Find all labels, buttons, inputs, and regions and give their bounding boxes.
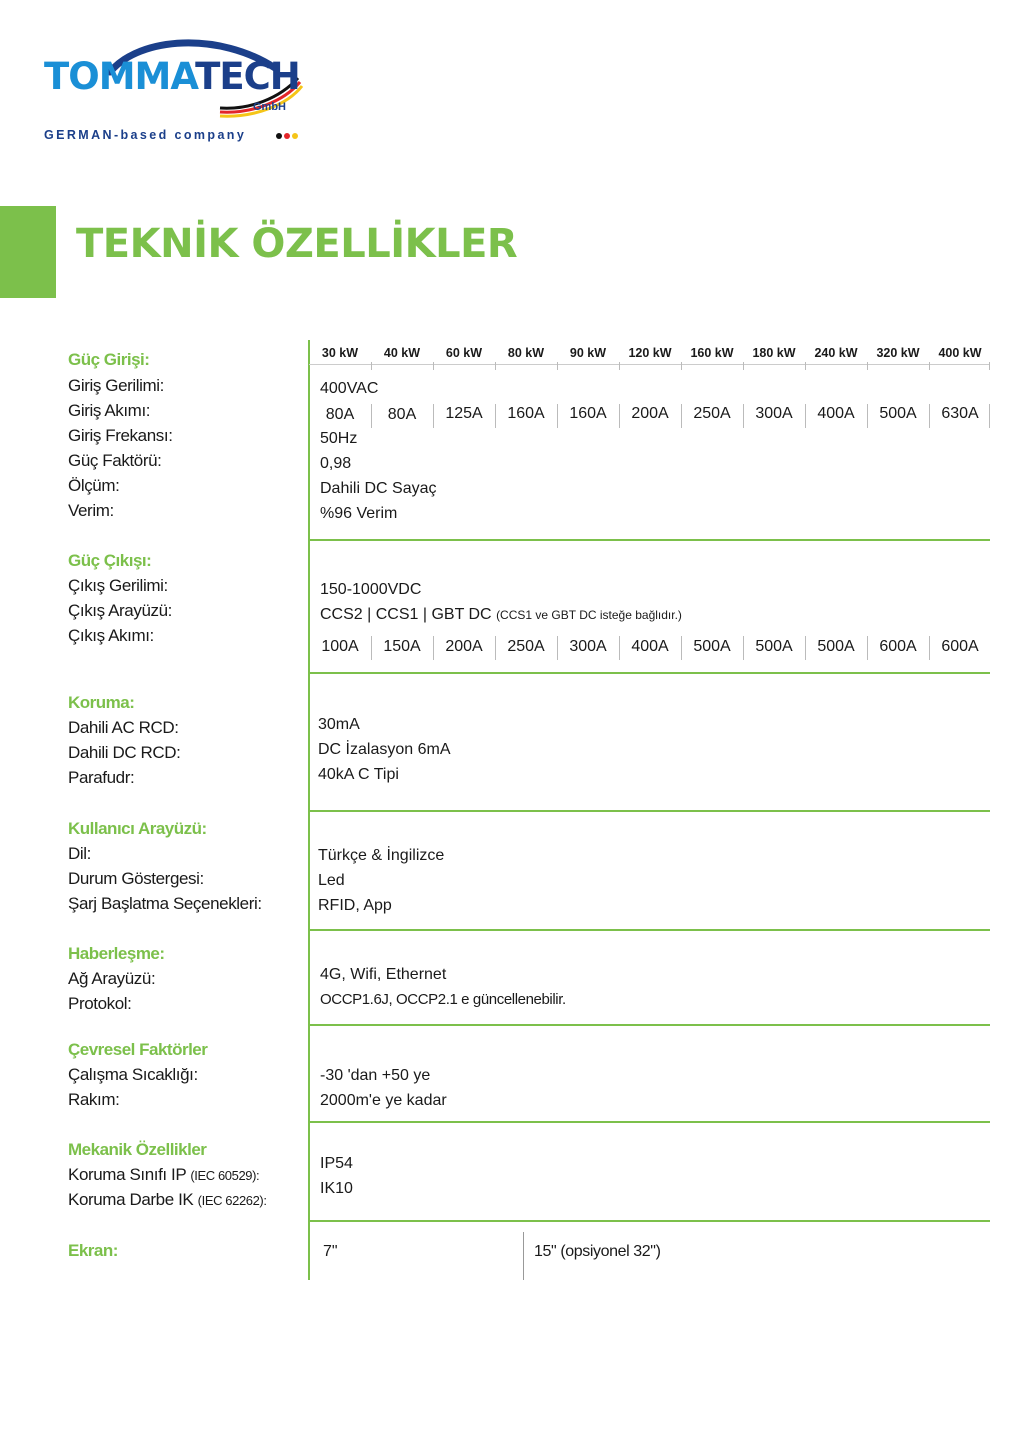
spec-value: 15" (opsiyonel 32") (534, 1243, 661, 1260)
cell-separator (989, 404, 990, 428)
model-header: 160 kW (690, 346, 734, 360)
header-tick (805, 362, 806, 370)
spec-value: 400VAC (320, 380, 379, 397)
spec-label: Çıkış Arayüzü: (68, 601, 172, 620)
spec-label: Çıkış Gerilimi: (68, 576, 168, 595)
spec-value: Türkçe & İngilizce (318, 847, 445, 864)
cell-separator (371, 636, 372, 660)
page-title: TEKNİK ÖZELLİKLER (76, 221, 518, 267)
current-cell: 250A (693, 405, 731, 422)
header-tick (433, 362, 434, 370)
model-header: 400 kW (938, 346, 982, 360)
dot-yellow-icon (292, 133, 298, 139)
spec-label: Dil: (68, 844, 91, 863)
cell-separator (557, 636, 558, 660)
section-title: Güç Çıkışı: (68, 551, 152, 570)
current-cell: 300A (755, 405, 793, 422)
header-tick (743, 362, 744, 370)
model-header: 240 kW (814, 346, 858, 360)
spec-label (68, 1165, 259, 1185)
section-title: Mekanik Özellikler (68, 1140, 207, 1159)
current-cell: 150A (383, 638, 421, 655)
spec-value: 150-1000VDC (320, 581, 422, 598)
spec-value: 50Hz (320, 430, 358, 447)
spec-label: Parafudr: (68, 768, 135, 787)
cell-separator (495, 404, 496, 428)
cell-separator (433, 404, 434, 428)
section-title: Koruma: (68, 693, 135, 712)
logo-part-tech: TECH (195, 55, 300, 98)
current-cell: 80A (387, 406, 417, 423)
model-header: 80 kW (507, 346, 545, 360)
spec-label: Durum Göstergesi: (68, 869, 204, 888)
current-cell: 300A (569, 638, 607, 655)
cell-separator (433, 636, 434, 660)
section-divider (309, 929, 990, 931)
spec-value: 4G, Wifi, Ethernet (320, 966, 447, 983)
cell-separator (867, 636, 868, 660)
header-tick (495, 362, 496, 370)
spec-value: 30mA (318, 716, 360, 733)
spec-label: Çalışma Sıcaklığı: (68, 1065, 198, 1084)
spec-value: Led (318, 872, 345, 889)
current-cell: 600A (941, 638, 979, 655)
spec-value: Dahili DC Sayaç (320, 480, 437, 497)
model-header: 90 kW (569, 346, 607, 360)
current-cell: 100A (321, 638, 359, 655)
current-cell: 125A (445, 405, 483, 422)
current-cell: 500A (817, 638, 855, 655)
header-tick (619, 362, 620, 370)
section-divider (309, 1121, 990, 1123)
logo-tagline: GERMAN-based company (44, 128, 247, 142)
current-cell: 500A (879, 405, 917, 422)
label-ip-standard: (IEC 60529): (190, 1168, 260, 1183)
model-header: 60 kW (445, 346, 483, 360)
header-tick (929, 362, 930, 370)
title-accent-bar (0, 206, 56, 298)
spec-value: 2000m'e ye kadar (320, 1092, 447, 1109)
output-interface: CCS2 | CCS1 | GBT DC (320, 606, 492, 623)
cell-separator (681, 404, 682, 428)
spec-label: Giriş Gerilimi: (68, 376, 164, 395)
current-cell: 160A (569, 405, 607, 422)
cell-separator (805, 636, 806, 660)
header-underline (309, 364, 990, 365)
current-cell: 160A (507, 405, 545, 422)
cell-separator (557, 404, 558, 428)
spec-value: 7" (323, 1243, 338, 1260)
model-header: 180 kW (752, 346, 796, 360)
spec-value: IP54 (320, 1155, 353, 1172)
current-cell: 400A (817, 405, 855, 422)
label-ik: Koruma Darbe IK (68, 1190, 194, 1209)
model-header: 120 kW (628, 346, 672, 360)
cell-separator (867, 404, 868, 428)
cell-separator (681, 636, 682, 660)
current-cell: 500A (693, 638, 731, 655)
ekran-divider (523, 1232, 524, 1280)
current-cell: 250A (507, 638, 545, 655)
spec-value: DC İzalasyon 6mA (318, 741, 451, 758)
spec-label: Çıkış Akımı: (68, 626, 154, 645)
current-cell: 400A (631, 638, 669, 655)
model-header: 30 kW (321, 346, 359, 360)
current-cell: 630A (941, 405, 979, 422)
cell-separator (619, 404, 620, 428)
label-ik-standard: (IEC 62262): (197, 1193, 267, 1208)
header-tick (557, 362, 558, 370)
spec-value: 40kA C Tipi (318, 766, 399, 783)
logo-gmbh: GmbH (253, 101, 286, 113)
spec-value (320, 606, 682, 624)
section-title: Güç Girişi: (68, 350, 150, 369)
section-title: Ekran: (68, 1241, 118, 1260)
cell-separator (495, 636, 496, 660)
spec-label: Giriş Akımı: (68, 401, 151, 420)
output-interface-note: (CCS1 ve GBT DC isteğe bağlıdır.) (496, 608, 682, 622)
current-cell: 200A (445, 638, 483, 655)
spec-label: Şarj Başlatma Seçenekleri: (68, 894, 262, 913)
spec-label: Ölçüm: (68, 476, 120, 495)
cell-separator (929, 404, 930, 428)
spec-label: Ağ Arayüzü: (68, 969, 156, 988)
section-title: Kullanıcı Arayüzü: (68, 819, 207, 838)
spec-value: IK10 (320, 1180, 353, 1197)
spec-label: Protokol: (68, 994, 132, 1013)
spec-label: Dahili DC RCD: (68, 743, 181, 762)
spec-value: RFID, App (318, 897, 392, 914)
spec-label: Rakım: (68, 1090, 120, 1109)
spec-label: Dahili AC RCD: (68, 718, 179, 737)
cell-separator (805, 404, 806, 428)
section-divider (309, 1220, 990, 1222)
spec-value: %96 Verim (320, 505, 398, 522)
model-header: 320 kW (876, 346, 920, 360)
header-tick (867, 362, 868, 370)
current-cell: 80A (325, 406, 355, 423)
cell-separator (743, 404, 744, 428)
section-divider (309, 810, 990, 812)
cell-separator (929, 636, 930, 660)
section-title: Haberleşme: (68, 944, 165, 963)
spec-value: -30 'dan +50 ye (320, 1067, 431, 1084)
cell-separator (371, 404, 372, 428)
cell-separator (619, 636, 620, 660)
spec-label: Giriş Frekansı: (68, 426, 173, 445)
current-cell: 200A (631, 405, 669, 422)
spec-value: OCCP1.6J, OCCP2.1 e güncellenebilir. (320, 991, 566, 1008)
section-divider (309, 1024, 990, 1026)
dot-red-icon (284, 133, 290, 139)
header-tick (371, 362, 372, 370)
dot-black-icon (276, 133, 282, 139)
header-tick (989, 362, 990, 370)
spec-value: 0,98 (320, 455, 352, 472)
section-title: Çevresel Faktörler (68, 1040, 208, 1059)
label-ip: Koruma Sınıfı IP (68, 1165, 187, 1184)
section-divider (309, 672, 990, 674)
current-cell: 500A (755, 638, 793, 655)
header-tick (681, 362, 682, 370)
spec-label: Güç Faktörü: (68, 451, 162, 470)
logo-part-tomma: TOMMA (44, 55, 196, 98)
current-cell: 600A (879, 638, 917, 655)
logo-wordmark (44, 55, 300, 98)
spec-label (68, 1190, 267, 1210)
spec-label: Verim: (68, 501, 114, 520)
model-header: 40 kW (383, 346, 421, 360)
cell-separator (743, 636, 744, 660)
section-divider (309, 539, 990, 541)
